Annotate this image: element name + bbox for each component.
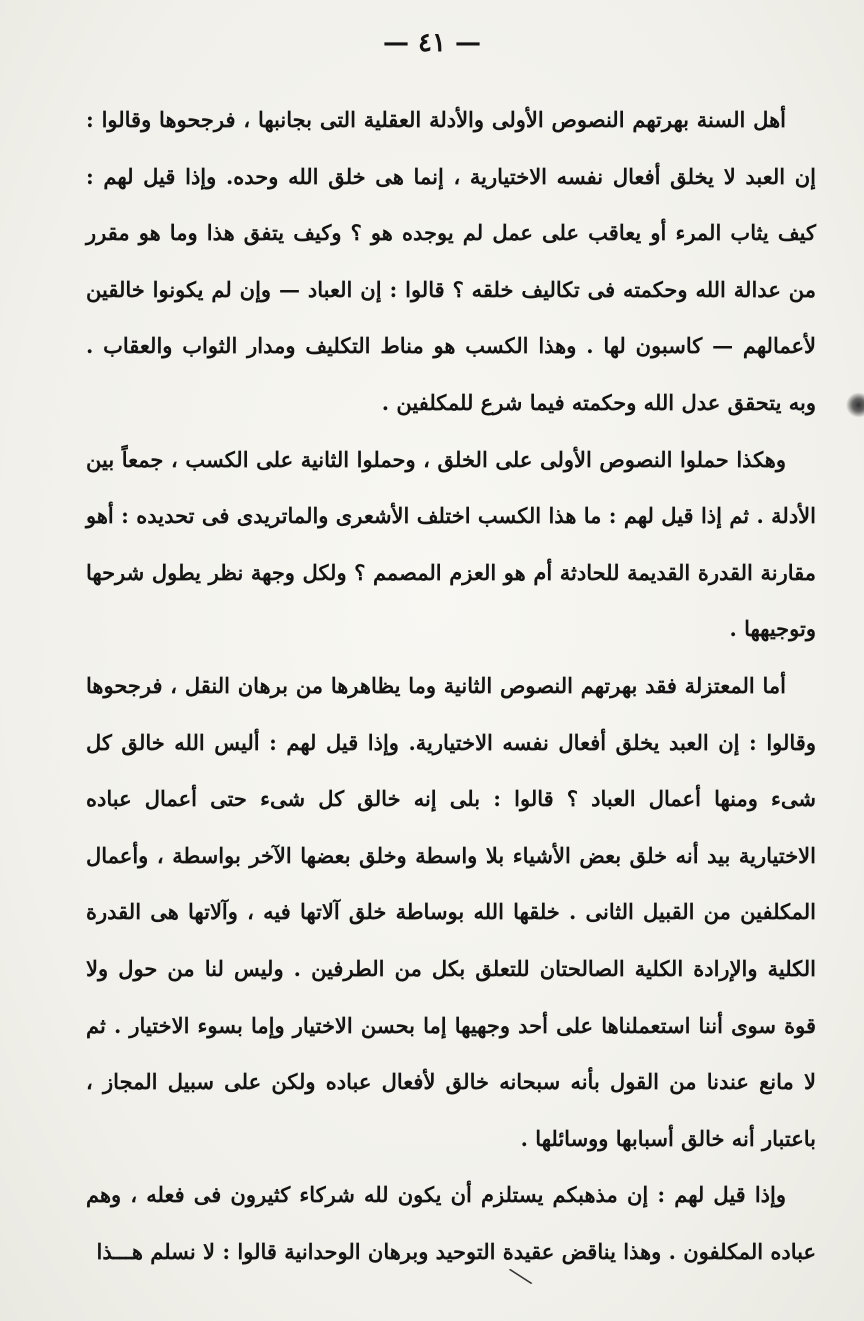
paragraph-objection: وإذا قيل لهم : إن مذهبكم يستلزم أن يكون لله شركاء كثيرون فى فعله ، وهم عباده المكلفون . وهذا يناقض عقيدة التوحيد وبرهان الوحدانية قالوا : لا نسلم هـــذا (86, 1182, 816, 1264)
scan-edge-mark (846, 392, 864, 418)
paragraph-ahl-al-sunna: أهل السنة بهرتهم النصوص الأولى والأدلة العقلية التى بجانبها ، فرجحوها وقالوا : إن العبد لا يخلق أفعال نفسه الاختيارية ، إنما هى خلق الله وحده. وإذا قيل لهم : كيف يثاب المرء أو يعاقب على عمل لم يوجده هو ؟ وكيف يتفق هذا وما هو مقرر من عدالة الله وحكمته فى تكاليف خلقه ؟ قالوا : إن العباد — وإن لم يكونوا خالقين لأعمالهم — كاسبون لها . وهذا الكسب هو مناط التكليف ومدار الثواب والعقاب . وبه يتحقق عدل الله وحكمته فيما شرع للمكلفين . (86, 107, 816, 415)
body-text (86, 92, 816, 1280)
paragraph-mutazila: أما المعتزلة فقد بهرتهم النصوص الثانية وما يظاهرها من برهان النقل ، فرجحوها وقالوا : إن العبد يخلق أفعال نفسه الاختيارية. وإذا قيل لهم : أليس الله خالق كل شىء ومنها أعمال العباد ؟ قالوا : بلى إنه خالق كل شىء حتى أعمال عباده الاختيارية بيد أنه خلق بعض الأشياء بلا واسطة وخلق بعضها الآخر بواسطة ، وأعمال المكلفين من القبيل الثانى . خلقها الله بوساطة خلق آلاتها فيه ، وآلاتها هى القدرة الكلية والإرادة الكلية الصالحتان للتعلق بكل من الطرفين . وليس لنا من حول ولا قوة سوى أننا استعملناها على أحد وجهيها إما بحسن الاختيار وإما بسوء الاختيار . ثم لا مانع عندنا من القول بأنه سبحانه خالق لأفعال عباده ولكن على سبيل المجاز ، باعتبار أنه خالق أسبابها ووسائلها . (86, 672, 816, 1151)
paragraph-reconciliation: وهكذا حملوا النصوص الأولى على الخلق ، وحملوا الثانية على الكسب ، جمعاً بين الأدلة . ثم إذا قيل لهم : ما هذا الكسب اختلف الأشعرى والماتريدى فى تحديده : أهو مقارنة القدرة القديمة للحادثة أم هو العزم المصمم ؟ ولكل وجهة نظر يطول شرحها وتوجيهها . (86, 446, 816, 642)
scan-bottom-mark: ╲ (509, 1262, 532, 1290)
page-number: — ٤١ — (382, 28, 482, 58)
